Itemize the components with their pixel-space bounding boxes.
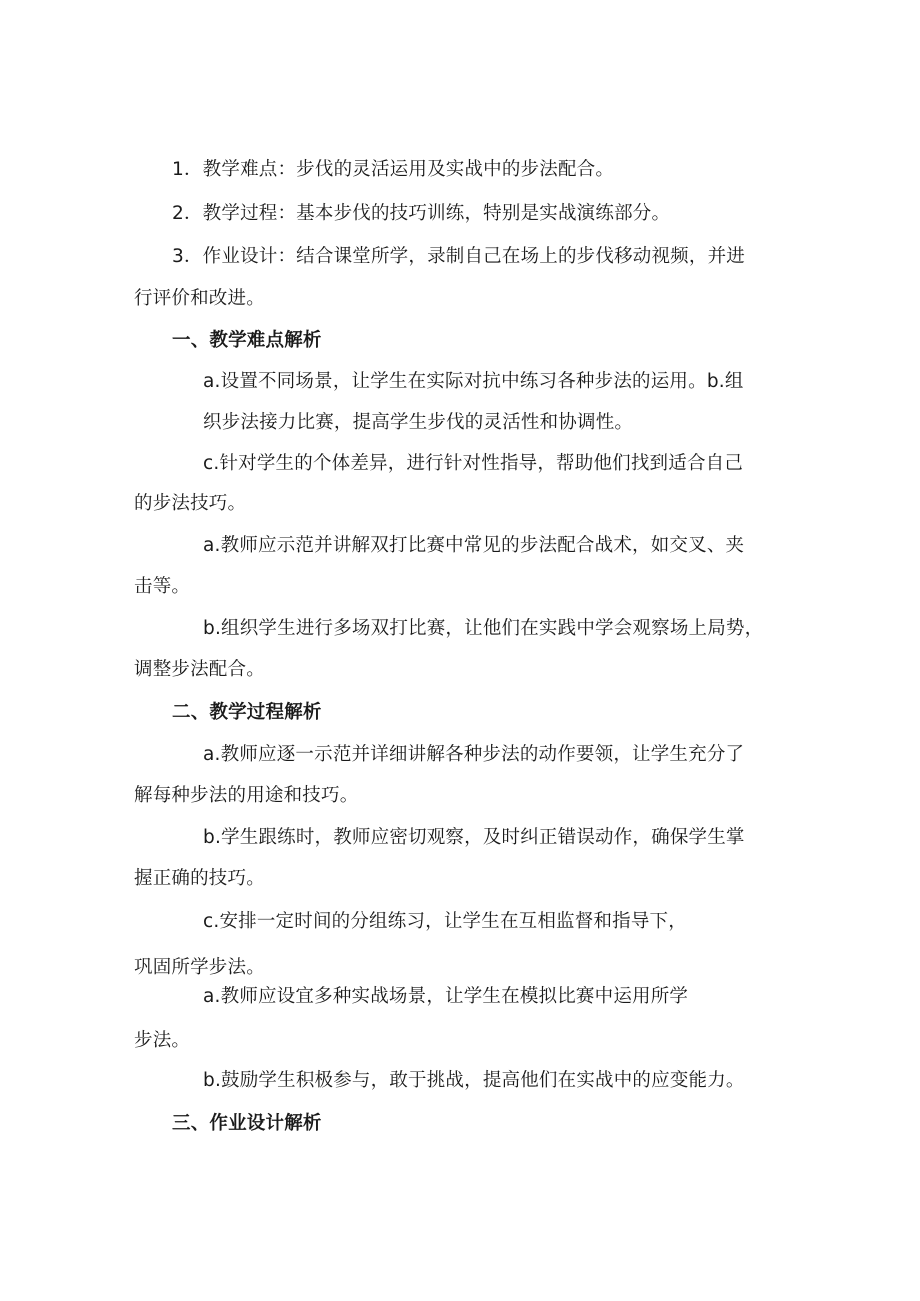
section-2-para-1-line-1: a.教师应逐一示范并详细讲解各种步法的动作要领，让学生充分了 [203,744,745,765]
section-2-para-3-line-1: c.安排一定时间的分组练习，让学生在互相监督和指导下， [203,911,687,932]
section-2-heading: 二、教学过程解析 [172,702,322,723]
section-1-para-1-line-1: a.设置不同场景，让学生在实际对抗中练习各种步法的运用。b.组 [203,371,744,392]
section-2-para-3-line-2: 巩固所学步法。 [134,957,265,978]
section-2-para-2-line-1: b.学生跟练时，教师应密切观察，及时纠正错误动作，确保学生掌 [203,827,745,848]
section-1-para-1-line-2: 织步法接力比赛，提高学生步伐的灵活性和协调性。 [203,412,634,433]
section-1-para-4-line-1: b.组织学生进行多场双打比赛，让他们在实践中学会观察场上局势， [203,618,764,639]
section-1-para-2-line-2: 的步法技巧。 [134,493,247,514]
summary-item-3-line-1: 3．作业设计：结合课堂所学，录制自己在场上的步伐移动视频，并进 [172,246,745,267]
section-2-para-5-line-1: b.鼓励学生积极参与，敢于挑战，提高他们在实战中的应变能力。 [203,1070,745,1091]
section-3-heading: 三、作业设计解析 [172,1113,322,1134]
summary-item-2: 2．教学过程：基本步伐的技巧训练，特别是实战演练部分。 [172,203,671,224]
section-1-para-4-line-2: 调整步法配合。 [134,659,265,680]
section-2-para-4-line-1: a.教师应设宜多种实战场景，让学生在模拟比赛中运用所学 [203,986,689,1007]
section-2-para-1-line-2: 解每种步法的用途和技巧。 [134,785,359,806]
section-1-para-2-line-1: c.针对学生的个体差异，进行针对性指导，帮助他们找到适合自己 [203,453,744,474]
summary-item-1: 1．教学难点：步伐的灵活运用及实战中的步法配合。 [172,159,615,180]
section-2-para-4-line-2: 步法。 [134,1030,191,1051]
section-1-para-3-line-1: a.教师应示范并讲解双打比赛中常见的步法配合战术，如交叉、夹 [203,535,745,556]
section-1-heading: 一、教学难点解析 [172,330,322,351]
section-2-para-2-line-2: 握正确的技巧。 [134,868,265,889]
summary-item-3-line-2: 行评价和改进。 [134,288,265,309]
section-1-para-3-line-2: 击等。 [134,576,191,597]
